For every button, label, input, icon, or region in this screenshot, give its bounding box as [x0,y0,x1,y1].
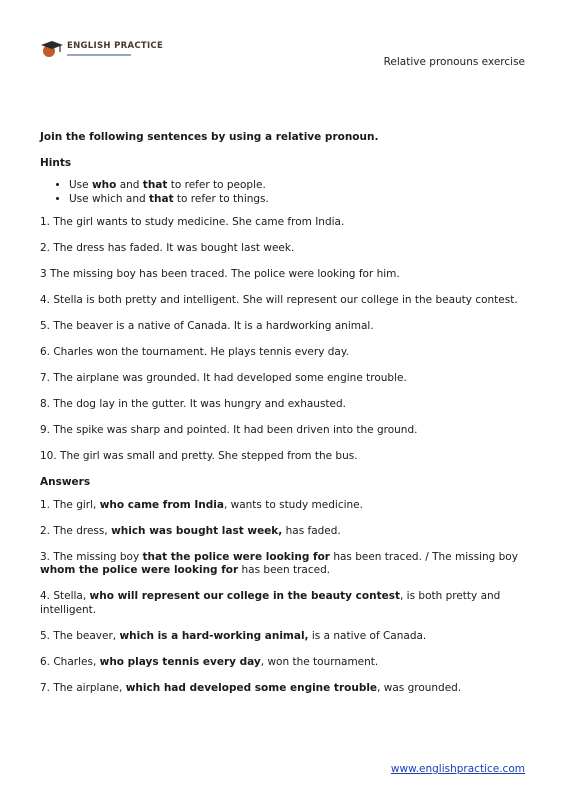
question-item: 9. The spike was sharp and pointed. It had been driven into the ground. [40,424,418,436]
question-item: 7. The airplane was grounded. It had developed some engine trouble. [40,372,407,384]
question-item: 6. Charles won the tournament. He plays tennis every day. [40,346,349,358]
answer-item: 3. The missing boy that the police were looking for has been traced. / The missing boy whom the police were looking for has been traced. [40,550,518,576]
answers-heading: Answers [40,476,91,488]
answer-item: 7. The airplane, which had developed some engine trouble, was grounded. [40,681,462,694]
answer-item: 4. Stella, who will represent our college in the beauty contest, is both pretty and intelligent. [40,590,501,616]
instruction-text: Join the following sentences by using a relative pronoun. [40,131,379,143]
question-item: 4. Stella is both pretty and intelligent. She will represent our college in the beauty contest. [40,294,518,306]
answer-item: 6. Charles, who plays tennis every day, won the tournament. [40,655,379,668]
question-item: 2. The dress has faded. It was bought last week. [40,242,295,254]
worksheet-body [40,131,530,708]
answer-item: 5. The beaver, which is a hard-working animal, is a native of Canada. [40,629,427,642]
question-item: 1. The girl wants to study medicine. She came from India. [40,216,345,228]
question-item: 3 The missing boy has been traced. The police were looking for him. [40,268,400,280]
site-logo[interactable] [40,40,163,58]
hints-heading: Hints [40,156,72,169]
hints-list [40,179,530,206]
hint-item: • Use which and that to refer to things. [69,193,530,207]
graduation-cap-icon [40,40,64,58]
question-item: 5. The beaver is a native of Canada. It is a hardworking animal. [40,320,374,332]
footer-website-link[interactable]: www.englishpractice.com [390,763,525,775]
logo-wordmark: ENGLISH PRACTICE [67,41,164,52]
logo-tagline-bar [67,54,131,56]
answer-item: 1. The girl, who came from India, wants to study medicine. [40,498,363,511]
hint-item: • Use who and that to refer to people. [69,179,530,193]
question-item: 10. The girl was small and pretty. She stepped from the bus. [40,450,358,462]
page-title: Relative pronouns exercise [383,56,525,68]
answer-item: 2. The dress, which was bought last week, has faded. [40,524,341,537]
question-item: 8. The dog lay in the gutter. It was hungry and exhausted. [40,398,346,410]
